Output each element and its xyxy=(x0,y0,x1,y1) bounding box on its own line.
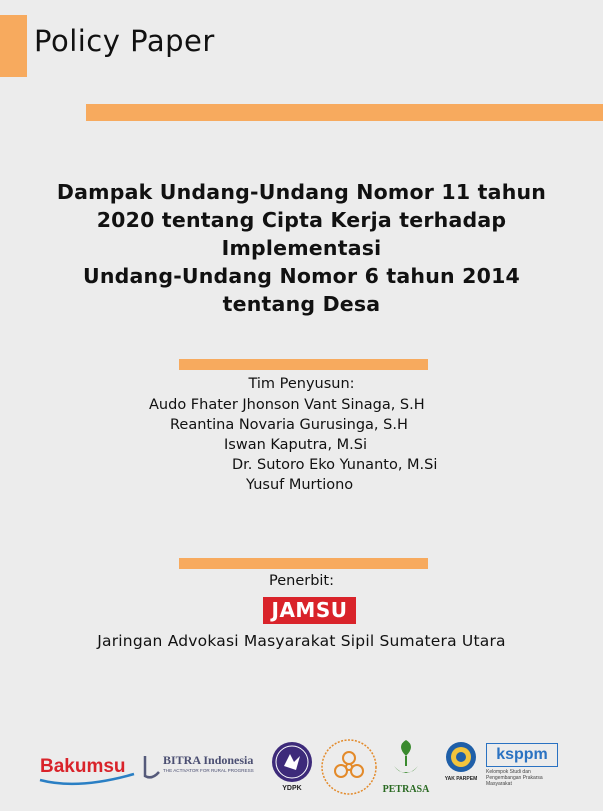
paper-title xyxy=(20,178,583,318)
ydpk-logo xyxy=(268,740,316,796)
leaf-icon xyxy=(386,736,426,780)
pelayanan-emblem-icon xyxy=(320,738,378,796)
publisher-logo: JAMSU xyxy=(263,597,356,624)
bitra-wordmark: BITRA Indonesia xyxy=(163,753,254,767)
petrasa-logo xyxy=(376,736,436,796)
title-line: 2020 tentang Cipta Kerja terhadap xyxy=(96,208,507,232)
yakpalem-emblem-icon xyxy=(444,740,478,774)
authors-heading: Tim Penyusun: xyxy=(248,376,355,392)
ydpk-emblem-icon xyxy=(270,740,314,784)
author-name: Iswan Kaputra, M.Si xyxy=(224,437,368,453)
pelayanan-logo xyxy=(320,738,378,796)
title-line: Undang-Undang Nomor 6 tahun 2014 xyxy=(82,264,521,288)
title-line: tentang Desa xyxy=(222,292,381,316)
header-divider-bar xyxy=(86,104,603,121)
author-name: Audo Fhater Jhonson Vant Sinaga, S.H xyxy=(149,397,425,413)
yakpalem-label: YAK PARPEM xyxy=(444,776,478,782)
bakumsu-wordmark: Bakumsu xyxy=(40,756,126,777)
ksppm-tagline: Kelompok Studi dan Pengembangan Prakarsa Masyarakat xyxy=(486,769,543,787)
bitra-emblem-icon xyxy=(143,754,161,780)
bitra-tagline: THE ACTIVATOR FOR RURAL PROGRESS xyxy=(163,768,254,773)
bitra-logo xyxy=(143,752,266,786)
yakpalem-logo xyxy=(438,740,484,792)
ksppm-logo xyxy=(486,743,560,785)
orange-tab-accent xyxy=(0,15,27,77)
bakumsu-logo xyxy=(38,750,138,788)
author-name: Yusuf Murtiono xyxy=(246,477,354,493)
title-line: Dampak Undang-Undang Nomor 11 tahun xyxy=(56,180,547,204)
title-line: Implementasi xyxy=(221,236,382,260)
author-name: Dr. Sutoro Eko Yunanto, M.Si xyxy=(232,457,438,473)
ksppm-wordmark: ksppm xyxy=(486,743,558,767)
author-name: Reantina Novaria Gurusinga, S.H xyxy=(170,417,408,433)
petrasa-label: PETRASA xyxy=(382,784,430,795)
publisher-name: Jaringan Advokasi Masyarakat Sipil Sumatera Utara xyxy=(97,632,506,650)
publisher-heading: Penerbit: xyxy=(268,573,335,589)
authors-divider xyxy=(179,359,428,370)
document-type-label: Policy Paper xyxy=(34,24,215,58)
ydpk-label: YDPK xyxy=(282,785,302,792)
publisher-divider xyxy=(179,558,428,569)
